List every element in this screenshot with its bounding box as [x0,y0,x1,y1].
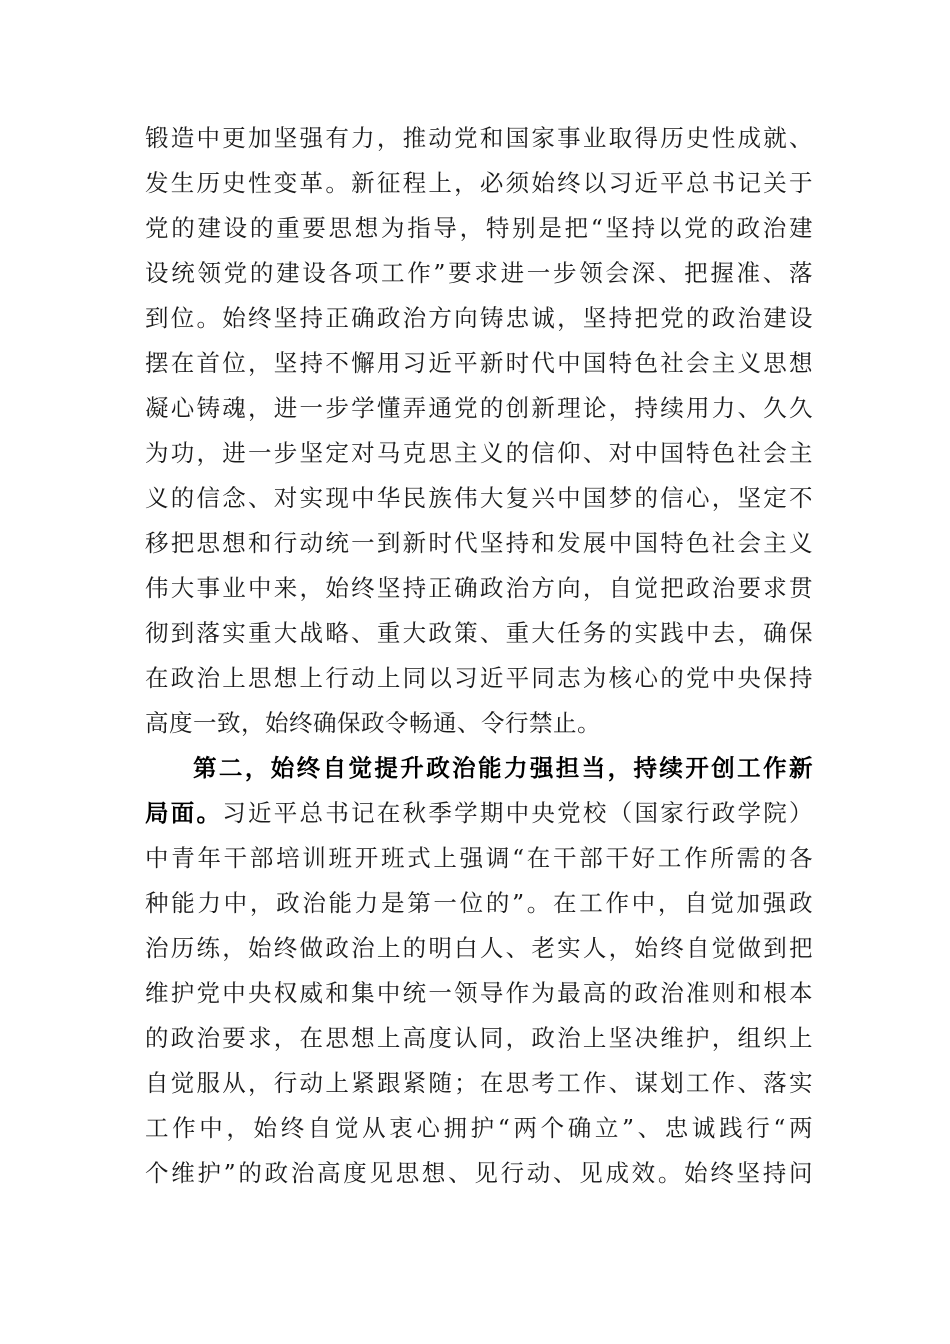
text-line: 治历练，始终做政治上的明白人、老实人，始终自觉做到把 [145,934,813,962]
paragraph-2 [145,746,813,1196]
text-line: 摆在首位，坚持不懈用习近平新时代中国特色社会主义思想 [145,349,813,377]
text-line: 义的信念、对实现中华民族伟大复兴中国梦的信心，坚定不 [145,484,813,512]
section-heading: 第二，始终自觉提升政治能力强担当，持续开创工作新 [193,754,813,782]
text-line: 的政治要求，在思想上高度认同，政治上坚决维护，组织上 [145,1024,813,1052]
text-line: 自觉服从，行动上紧跟紧随；在思考工作、谋划工作、落实 [145,1069,813,1097]
text-line: 彻到落实重大战略、重大政策、重大任务的实践中去，确保 [145,619,813,647]
text-line: 在政治上思想上行动上同以习近平同志为核心的党中央保持 [145,664,813,692]
text-line: 个维护”的政治高度见思想、见行动、见成效。始终坚持问 [145,1159,813,1187]
text-line [145,791,813,836]
text-line-rest: 习近平总书记在秋季学期中央党校（国家行政学院） [222,799,814,827]
text-line: 中青年干部培训班开班式上强调“在干部干好工作所需的各 [145,844,813,872]
text-line: 党的建设的重要思想为指导，特别是把“坚持以党的政治建 [145,214,813,242]
section-heading-end: 局面。 [145,799,223,827]
text-line: 高度一致，始终确保政令畅通、令行禁止。 [145,709,601,737]
text-line: 锻造中更加坚强有力，推动党和国家事业取得历史性成就、 [145,124,813,152]
text-line: 为功，进一步坚定对马克思主义的信仰、对中国特色社会主 [145,439,813,467]
text-line: 工作中，始终自觉从衷心拥护“两个确立”、忠诚践行“两 [145,1114,813,1142]
body-text [145,116,813,1196]
text-line: 凝心铸魂，进一步学懂弄通党的创新理论，持续用力、久久 [145,394,813,422]
text-line: 种能力中，政治能力是第一位的”。在工作中，自觉加强政 [145,889,813,917]
text-line: 到位。始终坚持正确政治方向铸忠诚，坚持把党的政治建设 [145,304,813,332]
text-line: 维护党中央权威和集中统一领导作为最高的政治准则和根本 [145,979,813,1007]
text-line: 设统领党的建设各项工作”要求进一步领会深、把握准、落 [145,259,813,287]
paragraph-1 [145,116,813,746]
text-line: 发生历史性变革。新征程上，必须始终以习近平总书记关于 [145,169,813,197]
text-line: 伟大事业中来，始终坚持正确政治方向，自觉把政治要求贯 [145,574,813,602]
text-line: 移把思想和行动统一到新时代坚持和发展中国特色社会主义 [145,529,813,557]
